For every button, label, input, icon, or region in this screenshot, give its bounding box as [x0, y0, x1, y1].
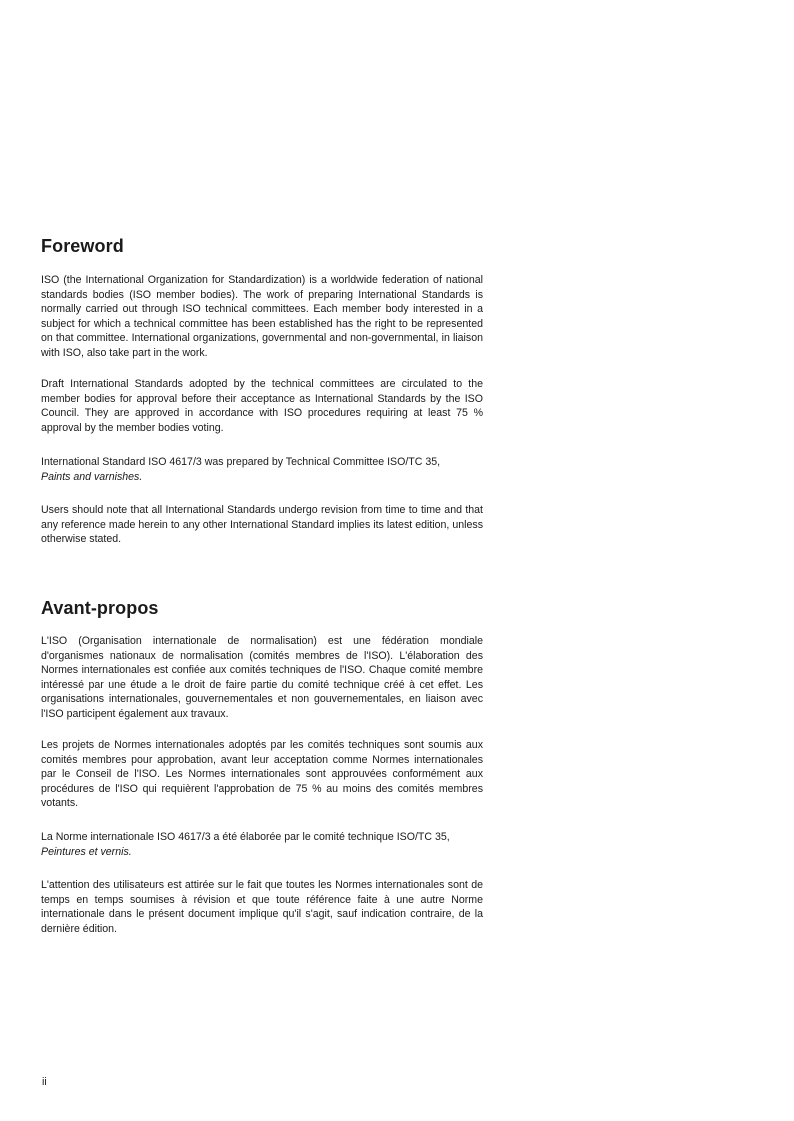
foreword-committee-title: Paints and varnishes. — [41, 470, 143, 483]
page-number: ii — [42, 1076, 47, 1088]
avant-propos-paragraph-3 — [41, 830, 483, 859]
avant-propos-paragraph-3-text: La Norme internationale ISO 4617/3 a été élaborée par le comité technique ISO/TC 35, — [41, 831, 450, 843]
foreword-paragraph-4: Users should note that all International Standards undergo revision from time to time and that any reference made herein to any other International Standard implies its latest edition, unless otherwise stated. — [41, 504, 483, 546]
foreword-paragraph-1: ISO (the International Organization for Standardization) is a worldwide federation of national standards bodies (ISO member bodies). The work of preparing International Standards is normally carried out through ISO technical committees. Each member body interested in a subject for which a technical committee has been established has the right to be represented on that committee. International organizations, governmental and non-governmental, in liaison with ISO, also take part in the work. — [41, 274, 483, 359]
avant-propos-committee-title: Peintures et vernis. — [41, 845, 132, 858]
foreword-paragraph-2: Draft International Standards adopted by the technical committees are circulated to the member bodies for approval before their acceptance as International Standards by the ISO Council. They are approved in accordance with ISO procedures requiring at least 75 % approval by the member bodies voting. — [41, 378, 483, 434]
foreword-title: Foreword — [41, 236, 124, 256]
avant-propos-title: Avant-propos — [41, 598, 159, 618]
foreword-paragraph-3 — [41, 455, 483, 484]
avant-propos-paragraph-4: L'attention des utilisateurs est attirée sur le fait que toutes les Normes internationales sont de temps en temps soumises à révision et que toute référence faite à une autre Norme internationale dans le présent document implique qu'il s'agit, sauf indication contraire, de la dernière édition. — [41, 879, 483, 935]
avant-propos-paragraph-1: L'ISO (Organisation internationale de normalisation) est une fédération mondiale d'organismes nationaux de normalisation (comités membres de l'ISO). L'élaboration des Normes internationales est confiée aux comités techniques de l'ISO. Chaque comité membre intéressé par une étude a le droit de faire partie du comité technique créé à cet effet. Les organisations internationales, gouvernementales et non gouvernementales, en liaison avec l'ISO participent également aux travaux. — [41, 635, 483, 720]
foreword-paragraph-3-text: International Standard ISO 4617/3 was prepared by Technical Committee ISO/TC 35, — [41, 456, 441, 468]
avant-propos-paragraph-2: Les projets de Normes internationales adoptés par les comités techniques sont soumis aux comités membres pour approbation, avant leur acceptation comme Normes internationales par le Conseil de l'ISO. Les Normes internationales sont approuvées conformément aux procédures de l'ISO qui requièrent l'approbation de 75 % au moins des comités membres votants. — [41, 739, 483, 810]
